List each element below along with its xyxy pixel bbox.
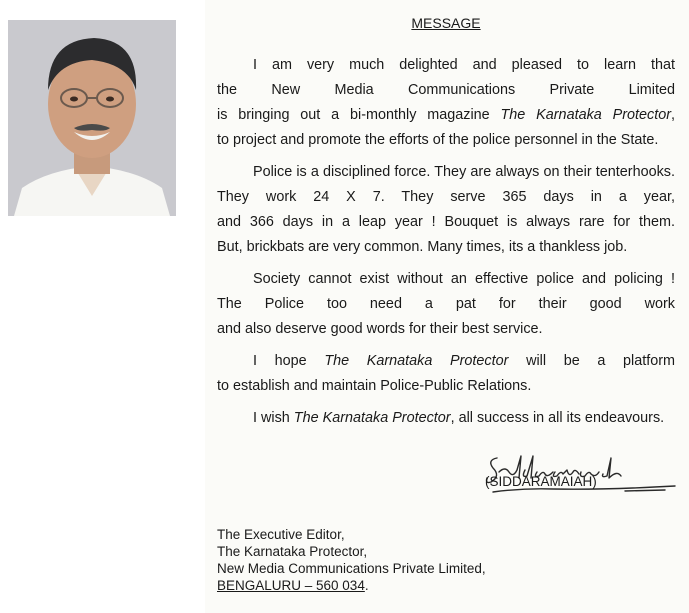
paragraph — [217, 160, 675, 260]
text-run: Police is a disciplined force. They are always on their tenterhooks. — [253, 164, 675, 180]
text-run: and also deserve good words for their best service. — [217, 321, 543, 337]
signatory-name: (SIDDARAMAIAH) — [485, 474, 597, 489]
text-run: to establish and maintain Police-Public Relations. — [217, 378, 532, 394]
text-line — [217, 374, 675, 399]
paragraph — [217, 267, 675, 342]
paragraph — [217, 406, 675, 431]
text-run: is bringing out a bi-monthly magazine — [217, 107, 501, 123]
magazine-name: The Karnataka Protector — [293, 410, 451, 426]
text-line — [217, 185, 675, 210]
page-title: MESSAGE — [411, 15, 481, 31]
paragraph — [217, 349, 675, 399]
text-line — [217, 128, 675, 153]
text-run: I wish — [253, 410, 294, 426]
text-run: the New Media Communications Private Limited — [217, 82, 675, 98]
text-run: , all success in all its endeavours. — [450, 410, 665, 426]
text-line — [217, 267, 675, 292]
address-line: The Karnataka Protector, — [217, 544, 368, 559]
text-line — [217, 78, 675, 103]
text-line — [217, 292, 675, 317]
portrait-photo — [8, 20, 176, 216]
text-run: , — [671, 107, 676, 123]
text-run: Society cannot exist without an effective police and policing ! — [253, 271, 675, 287]
text-run: I hope — [253, 353, 325, 369]
text-run: But, brickbats are very common. Many times, its a thankless job. — [217, 239, 628, 255]
text-line — [217, 235, 675, 260]
text-line — [217, 406, 675, 431]
letter-body — [217, 53, 675, 438]
text-line — [217, 349, 675, 374]
address-city-suffix: . — [364, 578, 369, 593]
text-run: to project and promote the efforts of the police personnel in the State. — [217, 132, 659, 148]
text-run: will be a platform — [508, 353, 676, 369]
text-line — [217, 317, 675, 342]
text-run: The Police too need a pat for their good work — [217, 296, 675, 312]
magazine-name: The Karnataka Protector — [500, 107, 672, 123]
text-line — [217, 210, 675, 235]
text-run: and 366 days in a leap year ! Bouquet is always rare for them. — [217, 214, 675, 230]
address-line: New Media Communications Private Limited, — [217, 561, 486, 576]
paragraph — [217, 53, 675, 153]
text-line — [217, 53, 675, 78]
address-block — [217, 526, 486, 594]
magazine-name: The Karnataka Protector — [324, 353, 509, 369]
text-line — [217, 160, 675, 185]
portrait-illustration — [8, 20, 176, 216]
text-run: They work 24 X 7. They serve 365 days in a year, — [217, 189, 675, 205]
text-run: I am very much delighted and pleased to learn that — [253, 57, 675, 73]
address-city-line — [217, 577, 486, 594]
address-line: The Executive Editor, — [217, 527, 345, 542]
text-line — [217, 103, 675, 128]
address-city: BENGALURU – 560 034 — [217, 578, 365, 593]
